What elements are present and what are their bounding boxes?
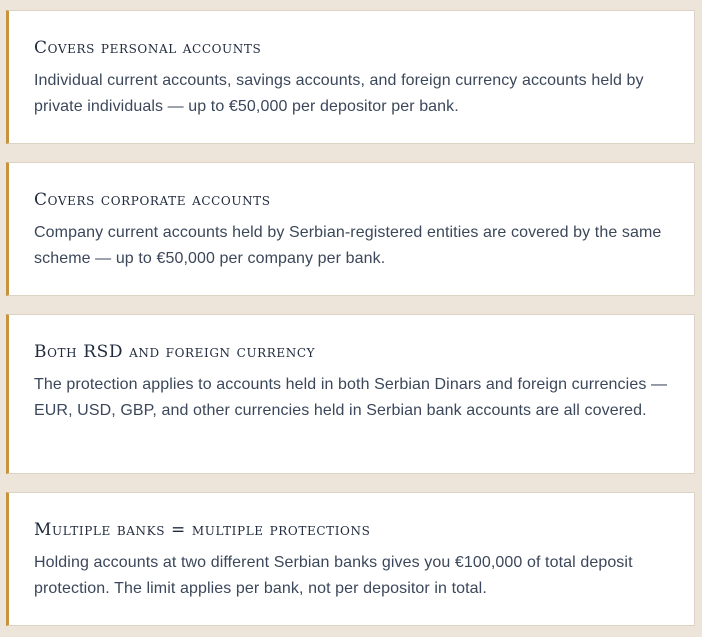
info-card-personal-accounts: [6, 10, 695, 144]
card-title: Covers corporate accounts: [34, 190, 271, 210]
card-description: Holding accounts at two different Serbian banks gives you €100,000 of total deposit protection. The limit applies per bank, not per depositor in total.: [34, 554, 633, 597]
card-title: Multiple banks = multiple protections: [34, 520, 371, 540]
info-card-multiple-banks: [6, 492, 695, 626]
card-description: The protection applies to accounts held in both Serbian Dinars and foreign currencies — EUR, USD, GBP, and other currencies held in Serbian bank accounts are all covered.: [34, 376, 668, 419]
info-card-corporate-accounts: [6, 162, 695, 296]
card-description: Company current accounts held by Serbian-registered entities are covered by the same scheme — up to €50,000 per company per bank.: [34, 224, 662, 267]
info-card-currencies: [6, 314, 695, 474]
card-title: Both RSD and foreign currency: [34, 342, 316, 362]
card-description: Individual current accounts, savings accounts, and foreign currency accounts held by private individuals — up to €50,000 per depositor per bank.: [34, 72, 644, 115]
card-title: Covers personal accounts: [34, 38, 262, 58]
